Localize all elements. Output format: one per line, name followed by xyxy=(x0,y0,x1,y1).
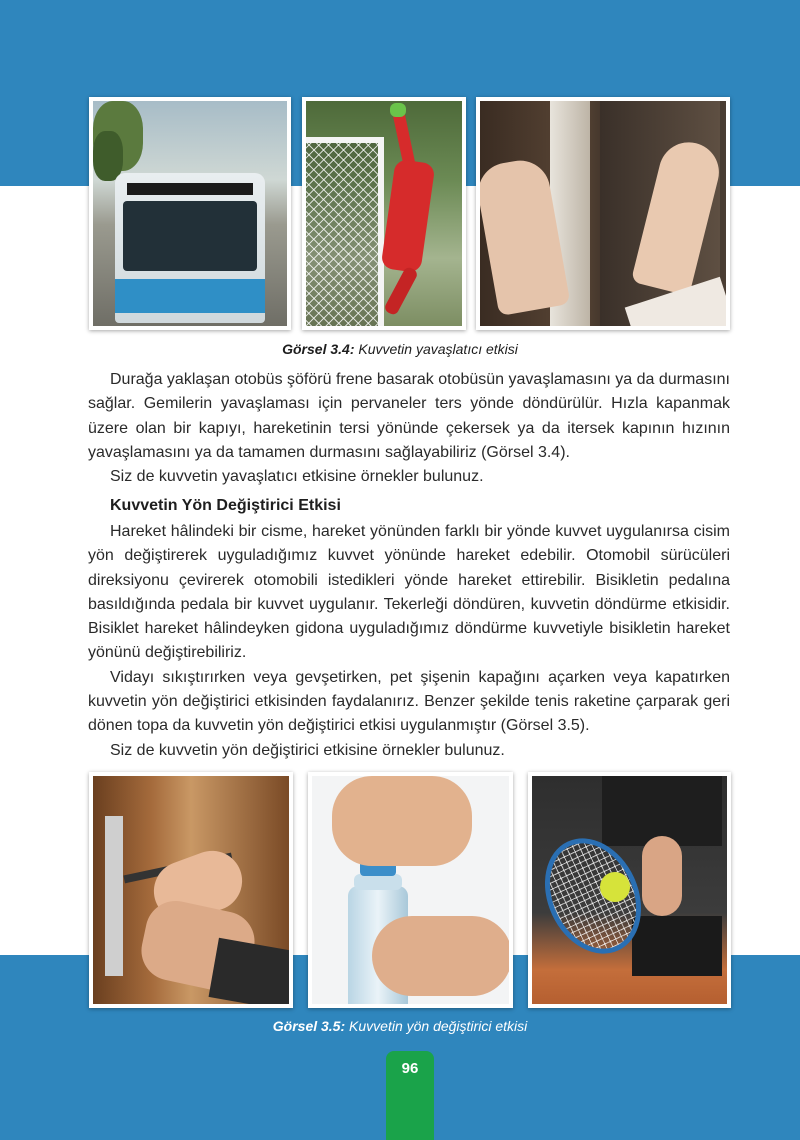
photo-door-hands xyxy=(476,97,730,330)
paragraph: Durağa yaklaşan otobüs şöförü frene basarak otobüsün yavaşlamasını ya da durmasını sağlar. Gemilerin yavaşlaması için pervaneler ters yönde döndürülür. Hızla kapanmak üzere olan bir kapıyı, hareketinin tersi yönünde çekersek ya da itersek kapının hızının yavaşlamasını ya da tamamen durmasını sağlayabiliriz (Görsel 3.4). xyxy=(88,371,730,461)
photo-bottle-cap xyxy=(308,772,513,1008)
photo-tennis-racket xyxy=(528,772,731,1008)
photo-bus xyxy=(89,97,291,330)
section-heading: Kuvvetin Yön Değiştirici Etkisi xyxy=(110,497,341,514)
section-direction-text xyxy=(88,520,730,763)
photo-screwdriver-lock xyxy=(89,772,293,1008)
caption-text: Kuvvetin yavaşlatıcı etkisi xyxy=(354,341,518,357)
caption-label: Görsel 3.5: xyxy=(272,1018,346,1034)
paragraph: Hareket hâlindeki bir cisme, hareket yönünden farklı bir yönde kuvvet uygulanırsa cisim yön değiştirerek uyguladığımız kuvvet yönünde hareket edebilir. Otomobil sürücüleri direksiyonu çevirerek otomobili istedikleri yönde hareket ettirebilir. Bisikletin pedalına basıldığında pedala bir kuvvet uygulanır. Tekerleği döndüren, kuvvetin döndürme etkisidir. Bisiklet hareket hâlindeyken gidona uyguladığımız döndürme kuvvetiyle bisikletin hareket yönünü değiştirebiliriz. xyxy=(88,523,730,662)
caption-label: Görsel 3.4: xyxy=(282,341,355,357)
figure-caption-bottom xyxy=(0,1018,800,1034)
figure-caption-top xyxy=(0,341,800,357)
caption-text: Kuvvetin yön değiştirici etkisi xyxy=(345,1018,528,1034)
photo-goalkeeper xyxy=(302,97,466,330)
paragraph: Siz de kuvvetin yön değiştirici etkisine örnekler bulunuz. xyxy=(110,741,505,759)
paragraph: Siz de kuvvetin yavaşlatıcı etkisine örnekler bulunuz. xyxy=(110,468,484,486)
paragraph: Vidayı sıkıştırırken veya gevşetirken, pet şişenin kapağını açarken veya kapatırken kuvvetin yön değiştirici etkisinden faydalanırız. Benzer şekilde tenis raketine çarparak geri dönen topa da kuvvetin yön değiştirici etkisi uygulanmıştır (Görsel 3.5). xyxy=(88,668,730,735)
page-number: 96 xyxy=(401,1060,419,1077)
section-slowing-text xyxy=(88,368,730,489)
